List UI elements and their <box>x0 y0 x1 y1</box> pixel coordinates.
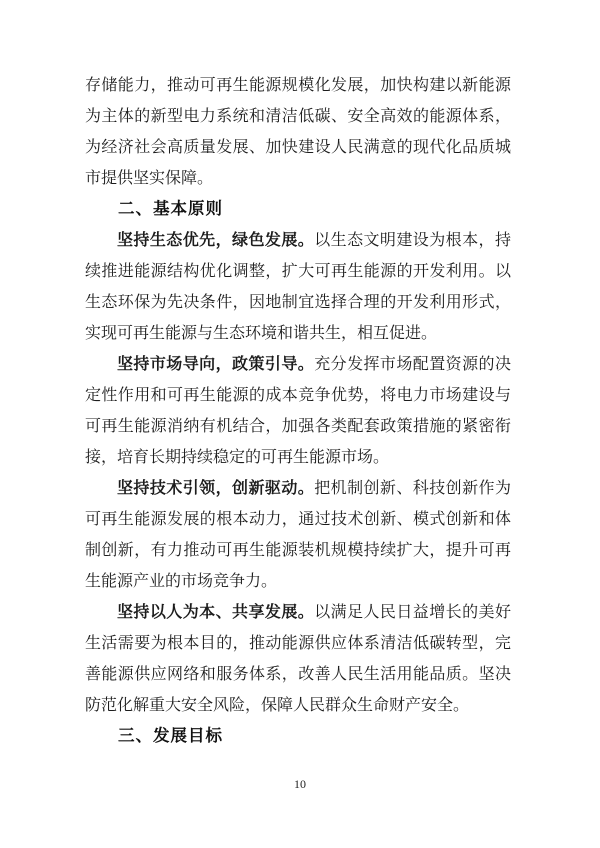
paragraph-lead: 坚持技术引领，创新驱动。 <box>117 480 315 497</box>
paragraph-text: 以满足人民日益增长的美好生活需要为根本目的，推动能源供应体系清洁低碳转型，完善能源供应网络和服务体系，改善人民生活用能品质。坚决防范化解重大安全风险，保障人民群众生命财产安全。 <box>85 604 511 714</box>
paragraph-text: 以生态文明建设为根本，持续推进能源结构优化调整，扩大可再生能源的开发利用。以生态环保为先决条件，因地制宜选择合理的开发利用形式，实现可再生能源与生态环境和谐共生，相互促进。 <box>85 232 511 342</box>
document-body <box>85 70 511 752</box>
section-heading-development-goals: 三、发展目标 <box>118 727 223 745</box>
paragraph-text: 存储能力，推动可再生能源规模化发展，加快构建以新能源为主体的新型电力系统和清洁低碳、安全高效的能源体系，为经济社会高质量发展、加快建设人民满意的现代化品质城市提供坚实保障。 <box>85 77 511 187</box>
paragraph-technology-innovation <box>85 473 511 597</box>
paragraph-lead: 坚持以人为本、共享发展。 <box>117 604 315 621</box>
paragraph-lead: 坚持市场导向，政策引导。 <box>117 356 315 373</box>
paragraph-ecology-priority <box>85 225 511 349</box>
paragraph-text: 把机制创新、科技创新作为可再生能源发展的根本动力，通过技术创新、模式创新和体制创新，有力推动可再生能源装机规模持续扩大，提升可再生能源产业的市场竞争力。 <box>85 480 511 590</box>
section-heading-basic-principles: 二、基本原则 <box>118 200 223 218</box>
paragraph-market-orientation <box>85 349 511 473</box>
paragraph-intro-continuation <box>85 70 511 194</box>
page-number: 10 <box>294 777 306 791</box>
paragraph-text: 充分发挥市场配置资源的决定性作用和可再生能源的成本竞争优势，将电力市场建设与可再生能源消纳有机结合，加强各类配套政策措施的紧密衔接，培育长期持续稳定的可再生能源市场。 <box>85 356 511 466</box>
paragraph-lead: 坚持生态优先，绿色发展。 <box>117 232 315 249</box>
paragraph-people-oriented <box>85 597 511 721</box>
